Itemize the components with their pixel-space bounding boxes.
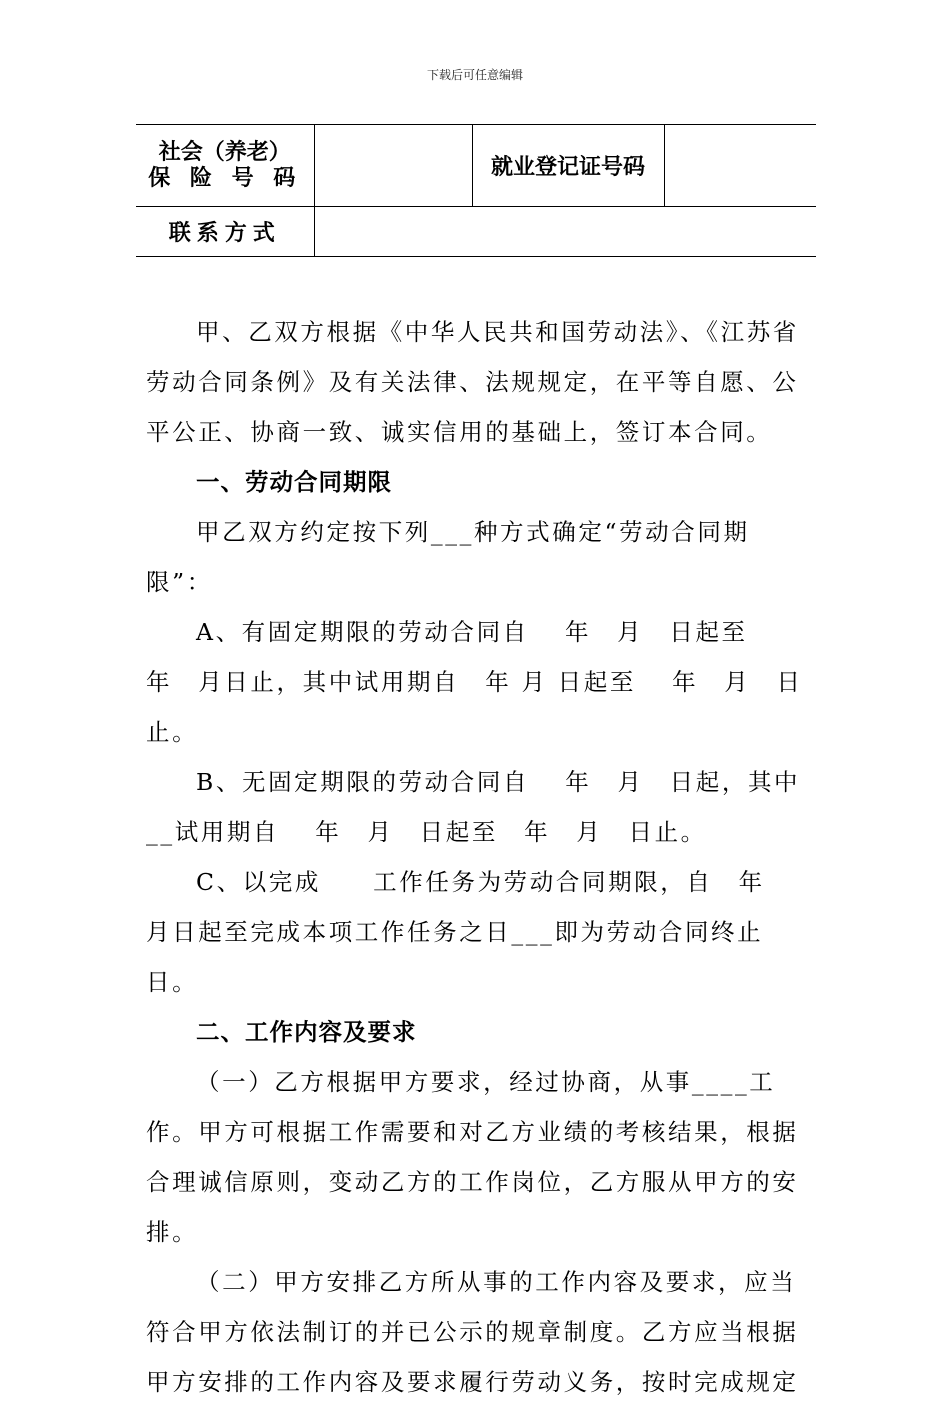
employment-cert-value bbox=[664, 125, 816, 207]
contact-value bbox=[314, 207, 816, 257]
social-insurance-label-line2: 保 险 号 码 bbox=[148, 165, 302, 191]
clause-2-1-paragraph: （一）乙方根据甲方要求，经过协商，从事____工作。甲方可根据工作需要和对乙方业绩的考核结果，根据合理诚信原则，变动乙方的工作岗位，乙方服从甲方的安排。 bbox=[146, 1068, 799, 1246]
info-table bbox=[136, 124, 816, 257]
social-insurance-value bbox=[314, 125, 472, 207]
intro-paragraph: 甲、乙双方根据《中华人民共和国劳动法》、《江苏省劳动合同条例》及有关法律、法规规定，在平等自愿、公平公正、协商一致、诚实信用的基础上，签订本合同。 bbox=[146, 318, 799, 446]
option-a-paragraph: A、有固定期限的劳动合同自 年 月 日起至 年 月日止，其中试用期自 年 月 日起至 年 月 日止。 bbox=[146, 618, 803, 746]
clause-2-2-paragraph: （二）甲方安排乙方所从事的工作内容及要求，应当符合甲方依法制订的并已公示的规章制度。乙方应当根据甲方安排的工作内容及要求履行劳动义务，按时完成规定 bbox=[146, 1268, 799, 1396]
social-insurance-label bbox=[136, 125, 314, 207]
table-row bbox=[136, 207, 816, 257]
section-1-title: 一、劳动合同期限 bbox=[196, 468, 392, 496]
table-row bbox=[136, 125, 816, 207]
term-method-paragraph: 甲乙双方约定按下列___种方式确定“劳动合同期限”： bbox=[146, 518, 750, 596]
contract-body bbox=[146, 307, 808, 1407]
page-header-note: 下载后可任意编辑 bbox=[426, 68, 523, 82]
option-b-paragraph: B、无固定期限的劳动合同自 年 月 日起，其中__试用期自 年 月 日起至 年 月 日止。 bbox=[146, 768, 801, 846]
option-c-paragraph: C、以完成 工作任务为劳动合同期限，自 年 月日起至完成本项工作任务之日___即为劳动合同终止日。 bbox=[146, 868, 801, 996]
contact-label: 联系方式 bbox=[136, 207, 314, 257]
employment-cert-label: 就业登记证号码 bbox=[472, 125, 664, 207]
section-2-title: 二、工作内容及要求 bbox=[196, 1018, 417, 1046]
social-insurance-label-line1: 社会（养老） bbox=[158, 139, 291, 165]
